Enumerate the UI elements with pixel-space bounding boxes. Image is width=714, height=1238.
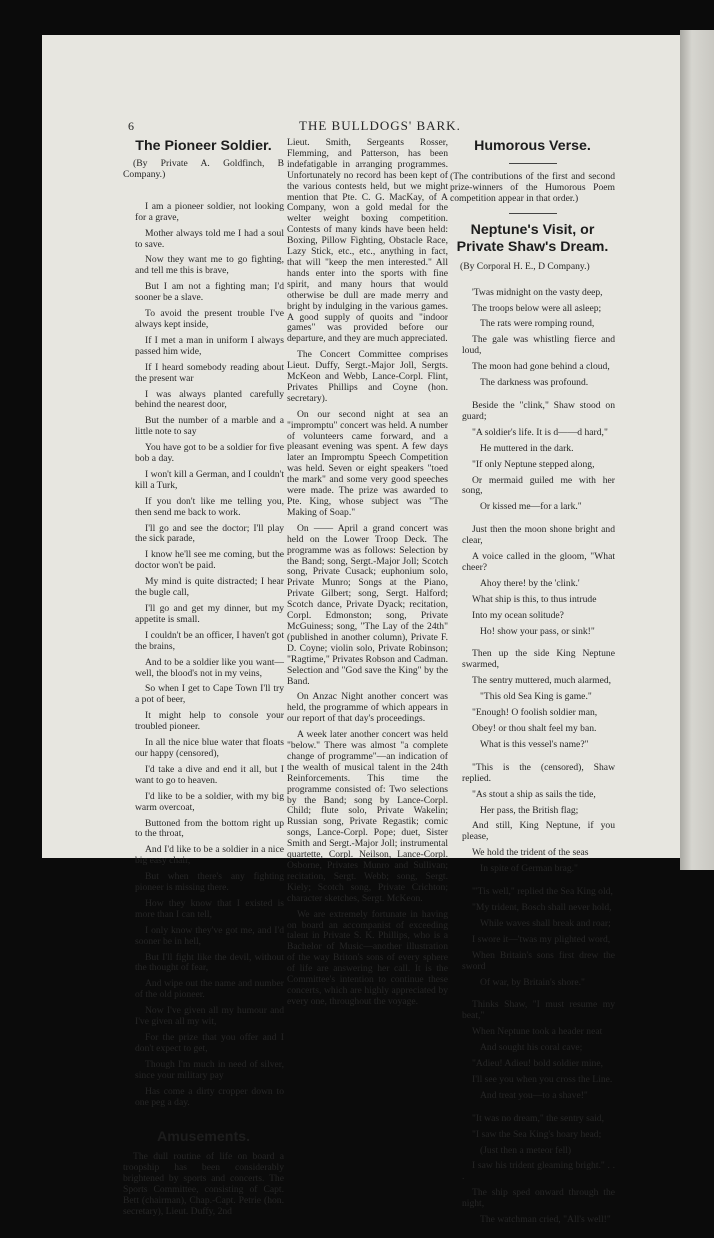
verse-line: "Adieu! Adieu! bold soldier mine, (472, 1058, 604, 1070)
neptune-byline: (By Corporal H. E., D Company.) (460, 260, 590, 272)
verse-line: Ho! show your pass, or sink!" (480, 625, 595, 637)
verse-line: I won't kill a German, and I couldn't kill a Turk, (135, 468, 284, 491)
verse-line: "If only Neptune stepped along, (472, 458, 595, 470)
column-2 (287, 138, 448, 1013)
running-head: THE BULLDOGS' BARK. (299, 118, 461, 133)
verse-line: I'll go and get my dinner, but my appetite is small. (135, 603, 284, 625)
verse-line: And sought his coral cave; (480, 1042, 583, 1054)
verse-line: Obey! or thou shalt feel my ban. (472, 723, 597, 734)
neptune-verse (450, 288, 615, 1238)
verse-line: "This old Sea King is game." (480, 691, 592, 703)
verse-line: "I saw the Sea King's hoary head; (472, 1128, 602, 1140)
verse-line: When Neptune took a header neat (472, 1026, 603, 1038)
stanza-gap (450, 1231, 615, 1238)
verse-line: The moon had gone behind a cloud, (472, 361, 610, 373)
verse-line: Though I'm much in need of silver, since your military pay (135, 1058, 284, 1081)
verse-line: And to be a soldier like you want—well, the blood's not in my veins, (135, 656, 284, 679)
stanza-gap (450, 1107, 615, 1114)
verse-line: But I am not a fighting man; I'd sooner be a slave. (135, 281, 284, 304)
verse-line: And still, King Neptune, if you please, (462, 820, 615, 843)
amusements-para: On —— April a grand concert was held on the Lower Troop Deck. The programme was as follows: Selection by the Band; song, Sergt.-Major Joll; Scotch song, Private Cusack; euphonium solo, Private Munro; Songs at the Piano, Private Gilbert; song, Sergt. Halford; Scotch dance, Private Dyack; recitation, Corpl. Edmonston; song, Private McGuiness; song, "The Lay of the 24th" (published in another column), Private F. D. Coyne; violin solo, Private Robinson; "Ragtime," Privates Robson and Cadman. Selection and "God save the King" by the Band. (287, 522, 448, 687)
verse-line: For the prize that you offer and I don't expect to get, (135, 1032, 284, 1054)
verse-line: I swore it—'twas my plighted word, (472, 933, 611, 945)
amusements-para: On our second night at sea an "impromptu" concert was held. A number of volunteers came forward, and a pleasant evening was spent. A few days later an Impromptu Speech Competition was held. Seven or eight speakers "toed the mark" and some very good speeches were made. The prize was awarded to Pte. King, whose subject was "The Making of Soap." (287, 408, 448, 518)
verse-line: I couldn't be an officer, I haven't got the brains, (135, 629, 284, 652)
verse-line: But when there's any fighting pioneer is missing there. (135, 871, 284, 894)
verse-line: The watchman cried, "All's well!" (480, 1214, 611, 1226)
verse-line: Of war, by Britain's shore." (480, 976, 585, 988)
amusements-para: On Anzac Night another concert was held, the programme of which appears in our report of that day's proceedings. (287, 691, 448, 725)
verse-line: It might help to console your troubled pioneer. (135, 710, 284, 733)
verse-line: Thinks Shaw, "I must resume my beat," (462, 999, 615, 1022)
amusements-para: The dull routine of life on board a troopship has been considerably brightened by sports and concerts. The Sports Committee, consisting of Capt. Bett (chairman), Chap.-Capt. Petrie (hon. secretary), Lieut. Duffy, 2nd (123, 1151, 284, 1217)
verse-line: "It was no dream," the sentry said, (472, 1112, 604, 1124)
verse-line: Mother always told me I had a soul to save. (135, 227, 284, 250)
pioneer-title: The Pioneer Soldier. (135, 138, 272, 154)
verse-line: Now they want me to go fighting, and tell me this is brave, (135, 254, 284, 277)
amusements-para: Lieut. Smith, Sergeants Rosser, Flemming, and Patterson, has been indefatigable in arranging programmes. Unfortunately no record has been kept of the various contests held, but we might mention that Pte. C. G. MacKay, of A Company, won a gold medal for the welter weight boxing competition. Contests of many kinds have been held: Boxing, Pillow Fighting, Obstacle Race, Lazy Stick, etc., etc., anything in fact, that will "keep the men interested." All hands enter into the sports with fine spirit, and many hours that would otherwise be dull are made merry and bright by indulging in the various games. A good supply of quoits and "indoor games" was provided before our departure, and they are much appreciated. (287, 137, 448, 345)
verse-line: "Enough! O foolish soldier man, (472, 707, 598, 719)
verse-line: A voice called in the gloom, "What cheer? (462, 551, 615, 573)
stanza-gap (450, 993, 615, 1000)
verse-line: What is this vessel's name?" (480, 738, 589, 750)
verse-line: But I'll fight like the devil, without the thought of fear, (135, 951, 284, 974)
verse-line: "As stout a ship as sails the tide, (472, 788, 596, 800)
divider (509, 163, 557, 164)
verse-line: Just then the moon shone bright and clear, (462, 524, 615, 547)
verse-line: When Britain's sons first drew the sword (462, 949, 615, 972)
page-number: 6 (128, 119, 134, 133)
pioneer-verse (123, 202, 284, 1109)
humorous-title: Humorous Verse. (474, 138, 591, 154)
verse-line: In all the nice blue water that floats our happy (censored), (135, 737, 284, 759)
verse-line: I was always planted carefully behind the nearest door, (135, 388, 284, 411)
verse-line: We hold the trident of the seas (472, 847, 589, 859)
verse-line: Or mermaid guiled me with her song, (462, 474, 615, 497)
amusements-para: The Concert Committee comprises Lieut. Duffy, Sergt.-Major Joll, Sergts. McKeon and Webb, Lance-Corpl. Flint, Privates Phillips and Coyne (hon. secretary). (287, 349, 448, 404)
verse-line: If you don't like me telling you, then send me back to work. (135, 495, 284, 518)
verse-line: Her pass, the British flag; (480, 804, 579, 816)
verse-line: How they know that I existed is more than I can tell, (135, 897, 284, 920)
verse-line: Or kissed me—for a lark." (480, 501, 582, 513)
divider (509, 213, 557, 214)
neptune-title: Neptune's Visit, or Private Shaw's Dream. (456, 221, 609, 255)
verse-line: I'll go and see the doctor; I'll play the sick parade, (135, 522, 284, 545)
verse-line: "A soldier's life. It is d——d hard," (472, 426, 608, 438)
verse-line: Has come a dirty cropper down to one peg a day. (135, 1085, 284, 1108)
verse-line: And I'd like to be a soldier in a nice big easy chair, (135, 844, 284, 867)
verse-line: I saw his trident gleaming bright." . . . (462, 1160, 615, 1183)
verse-line: The ship sped onward through the night, (462, 1187, 615, 1210)
verse-line: The rats were romping round, (480, 318, 595, 330)
verse-line: Then up the side King Neptune swarmed, (462, 648, 615, 671)
verse-line: Ahoy there! by the 'clink.' (480, 577, 580, 589)
verse-line: "'Tis well," replied the Sea King old, (472, 886, 613, 898)
verse-line: While waves shall break and roar; (480, 917, 611, 929)
verse-line: Buttoned from the bottom right up to the throat, (135, 817, 284, 840)
verse-line: And treat you—to a shave!" (480, 1089, 588, 1101)
verse-line: My mind is quite distracted; I hear the bugle call, (135, 576, 284, 599)
verse-line: I'd take a dive and end it all, but I want to go to heaven. (135, 763, 284, 786)
humorous-note: (The contributions of the first and second prize-winners of the Humorous Poem competition appear in that order.) (450, 171, 615, 204)
column-1 (123, 138, 284, 1223)
verse-line: Now I've given all my humour and I've given all my wit, (135, 1005, 284, 1028)
verse-line: Beside the "clink," Shaw stood on guard; (462, 399, 615, 422)
verse-line: In spite of German brag." (480, 863, 578, 875)
verse-line: You have got to be a soldier for five bob a day. (135, 442, 284, 465)
verse-line: So when I get to Cape Town I'll try a pot of beer, (135, 683, 284, 706)
pioneer-byline: (By Private A. Goldfinch, B Company.) (123, 158, 284, 180)
verse-line: The troops below were all asleep; (472, 302, 602, 314)
verse-line: He muttered in the dark. (480, 442, 574, 454)
verse-line: (Just then a meteor fell) (480, 1144, 572, 1156)
amusements-title: Amusements. (156, 1129, 251, 1146)
verse-line: I know he'll see me coming, but the doctor won't be paid. (135, 549, 284, 572)
page-edge (680, 30, 714, 870)
verse-line: The darkness was profound. (480, 377, 589, 389)
verse-line: If I met a man in uniform I always passed him wide, (135, 334, 284, 357)
verse-line: What ship is this, to thus intrude (472, 593, 597, 605)
verse-line: The sentry muttered, much alarmed, (472, 675, 612, 687)
verse-line: And wipe out the name and number of the old pioneer. (135, 978, 284, 1001)
amusements-para: A week later another concert was held "below." There was almost "a complete change of programme"—an indication of the wealth of musical talent in the 24th Reinforcements. This time the programme consisted of: Two selections by the Band; song by Lance-Corpl. Child; flute solo, Private Wakelin; Russian song, Private Regastik; comic songs, Lance-Corpl. Pope; duet, Sister Smith and Sergt.-Major Joll; instrumental quartette, Corpl. Neilson, Lance-Corpl. Osborne, Privates Munro and Sullivan; recitation, Sergt. Webb; song, Sergt. Kiely; Scotch song, Private Crichton; character sketches, Sergt. McKeon. (287, 729, 448, 904)
verse-line: I'd like to be a soldier, with my big warm overcoat, (135, 790, 284, 813)
verse-line: I am a pioneer soldier, not looking for a grave, (135, 200, 284, 223)
verse-line: "My trident, Bosch shall never hold, (472, 901, 612, 913)
column-3 (450, 138, 615, 1238)
verse-line: "This is the (censored), Shaw replied. (462, 761, 615, 784)
verse-line: To avoid the present trouble I've always kept inside, (135, 308, 284, 330)
verse-line: I'll see you when you cross the Line. (472, 1073, 613, 1085)
verse-line: I only know they've got me, and I'd sooner be in hell, (135, 924, 284, 947)
verse-line: If I heard somebody reading about the present war (135, 361, 284, 384)
verse-line: 'Twas midnight on the vasty deep, (472, 286, 603, 298)
verse-line: Into my ocean solitude? (472, 609, 564, 621)
verse-line: But the number of a marble and a little note to say (135, 415, 284, 438)
amusements-para: We are extremely fortunate in having on board an accompanist of exceeding talent in Private S. K. Phillips, who is a Bachelor of Music—another illustration of the way Briton's sons of every sphere of life are answering her call. It is the Committee's intention to continue these concerts, which are highly appreciated by every one, throughout the voyage. (287, 908, 448, 1007)
verse-line: The gale was whistling fierce and loud, (462, 334, 615, 357)
